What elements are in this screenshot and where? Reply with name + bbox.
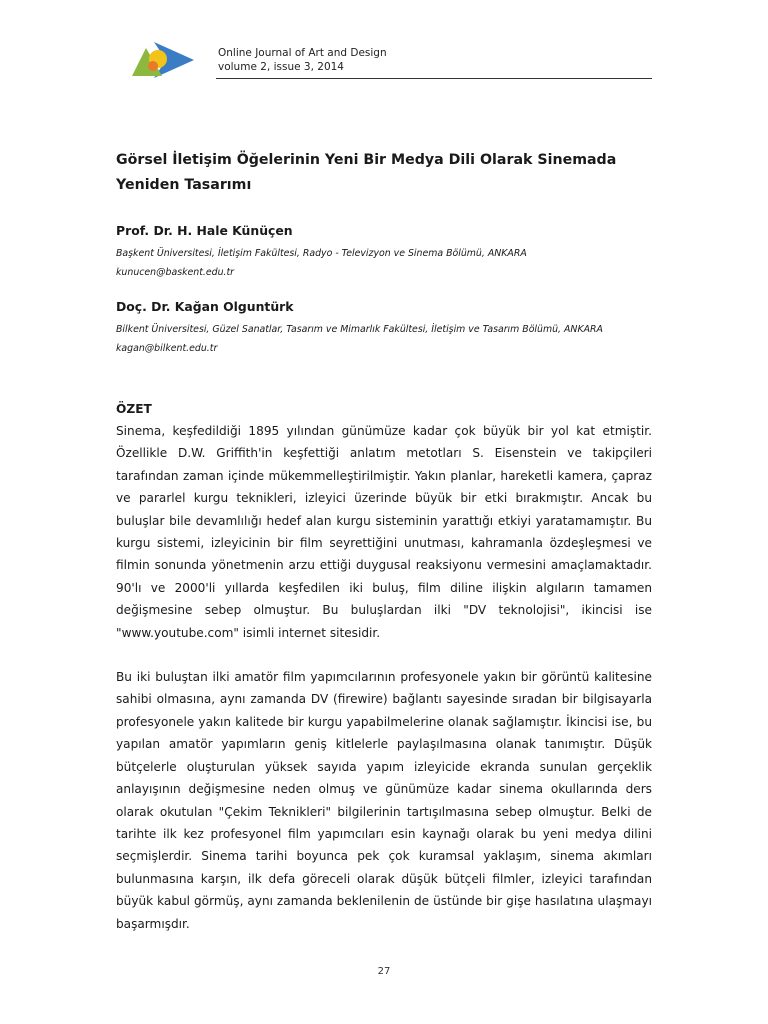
author-email: kagan@bilkent.edu.tr <box>116 343 218 354</box>
journal-issue: volume 2, issue 3, 2014 <box>218 61 344 73</box>
page-number: 27 <box>377 966 391 977</box>
abstract-paragraph-2: Bu iki buluştan ilki amatör film yapımcılarının profesyonele yakın bir görüntü kalitesine sahibi olmasına, aynı zamanda DV (firewire) bağlantı sayesinde sıradan bir bilgisayarla profesyonele yakın kalitede bir kurgu yapabilmelerine olanak sağlamıştır. İkincisi ise, bu yapılan amatör yapımların geniş kitlelerle paylaşılmasına olanak tanımıştır. Düşük bütçelerle oluşturulan yüksek sayıda yapım izleyicide ekranda sunulan gerçeklik anlayışının değişmesine neden olmuş ve günümüze kadar sinema okullarında ders olarak okutulan "Çekim Teknikleri" bilgilerinin tartışılmasına sebep olmuştur. Belki de tarihte ilk kez profesyonel film yapımcıları esin kaynağı olarak bu yeni medya dilini seçmişlerdir. Sinema tarihi boyunca pek çok kuramsal yaklaşım, sinema akımları bulunmasına karşın, ilk defa göreceli olarak düşük bütçeli filmler, izleyici tarafından büyük kabul görmüş, aynı zamanda beklenilenin de üstünde bir gişe hasılatına ulaşmayı başarmışdır. <box>116 670 652 931</box>
journal-logo <box>128 40 198 80</box>
journal-header <box>218 46 387 74</box>
logo-orange-circle-shape <box>148 61 158 71</box>
abstract-paragraph-1: Sinema, keşfedildiği 1895 yılından günümüze kadar çok büyük bir yol kat etmiştir. Özellikle D.W. Griffith'in keşfettiği anlatım metotları S. Eisenstein ve takipçileri tarafından zaman içinde mükemmelleştirilmiştir. Yakın planlar, hareketli kamera, çapraz ve pararlel kurgu teknikleri, izleyici üzerinde büyük bir etki bırakmıştır. Ancak bu buluşlar bile devamlılığı hedef alan kurgu sisteminin yarattığı etkiyi yaratamamıştır. Bu kurgu sistemi, izleyicinin bir film seyrettiğini unutması, kahramanla özdeşleşmesi ve filmin sonunda yönetmenin arzu ettiği duygusal reaksiyonu vermesini amaçlamaktadır. 90'lı ve 2000'li yıllarda keşfedilen iki buluş, film diline ilişkin algıların tamamen değişmesine sebep olmuştur. Bu buluşlardan ilki "DV teknolojisi", ikincisi ise "www.youtube.com" isimli internet sitesidir. <box>116 424 652 640</box>
author-block-1 <box>116 222 656 282</box>
abstract-section <box>116 400 652 957</box>
author-email: kunucen@baskent.edu.tr <box>116 267 235 278</box>
abstract-heading: ÖZET <box>116 402 152 416</box>
header-rule <box>216 78 652 79</box>
author-name: Doç. Dr. Kağan Olguntürk <box>116 299 294 314</box>
author-name: Prof. Dr. H. Hale Künüçen <box>116 223 293 238</box>
journal-name: Online Journal of Art and Design <box>218 47 387 59</box>
paper-title: Görsel İletişim Öğelerinin Yeni Bir Medya Dili Olarak Sinemada Yeniden Tasarımı <box>116 152 617 193</box>
author-block-2 <box>116 298 656 358</box>
author-affiliation: Bilkent Üniversitesi, Güzel Sanatlar, Tasarım ve Mimarlık Fakültesi, İletişim ve Tasarım Bölümü, ANKARA <box>116 324 603 335</box>
author-affiliation: Başkent Üniversitesi, İletişim Fakültesi, Radyo - Televizyon ve Sinema Bölümü, ANKARA <box>116 248 527 259</box>
